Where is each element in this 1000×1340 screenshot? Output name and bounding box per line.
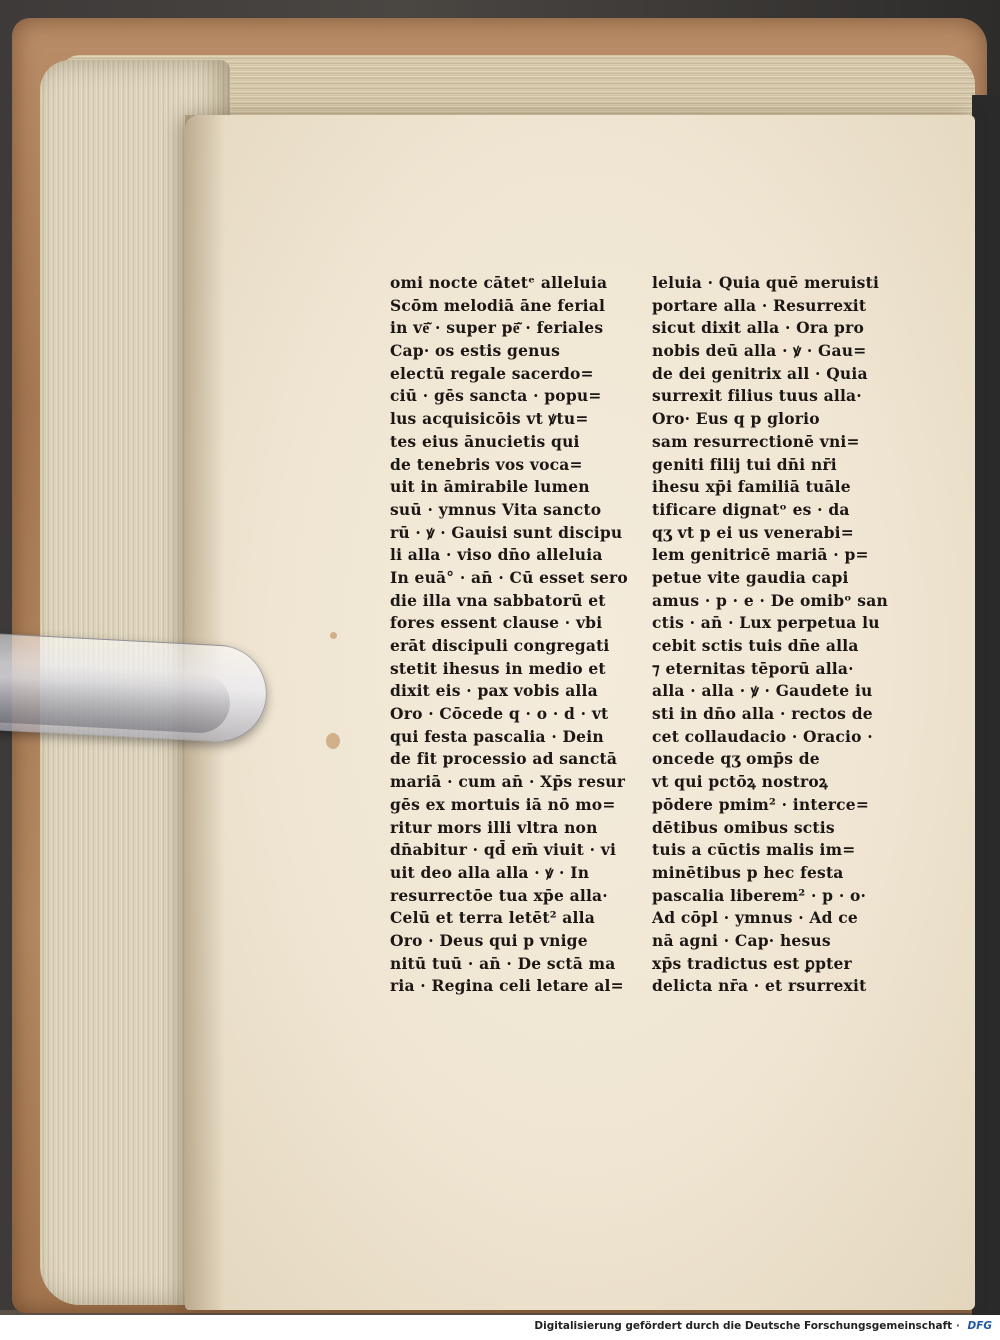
text-line: tificare dignatᵒ es · da: [652, 499, 850, 519]
text-line: lem genitricē mariā · p=: [652, 545, 869, 565]
text-column-left: [390, 272, 628, 998]
text-line: rū · ꝟ · Gauisi sunt discipu: [390, 522, 623, 542]
text-line: Celū et terra letēt² alla: [390, 908, 595, 928]
text-line: xp̄s tradictus est ꝑpter: [652, 953, 852, 973]
text-line: delicta nr̄a · et rsurrexit: [652, 976, 867, 996]
text-line: cebit sctis tuis dn̄e alla: [652, 636, 859, 655]
text-line: pōdere pmim² · interce=: [652, 794, 870, 814]
text-line: nitū tuū · an̄ · De sctā ma: [390, 953, 616, 973]
funding-credit: [534, 1320, 992, 1332]
text-line: stetit ihesus in medio et: [390, 658, 606, 678]
glass-pointer-shade: [0, 661, 231, 734]
text-line: tuis a cūctis malis im=: [652, 840, 856, 860]
text-line: pascalia liberem² · p · o·: [652, 885, 867, 905]
text-line: Oro · Deus qui p vnige: [390, 930, 588, 950]
text-line: ciū · gēs sancta · popu=: [390, 386, 602, 406]
text-line: de tenebris vos voca=: [390, 454, 583, 474]
text-line: dn̄abitur · qd̄ em̄ viuit · vi: [390, 840, 617, 860]
text-column-right: [652, 272, 888, 998]
text-line: oncede qʒ omp̄s de: [652, 749, 820, 769]
text-line: Scōm melodiā āne ferial: [390, 295, 606, 315]
text-line: ctis · an̄ · Lux perpetua lu: [652, 613, 880, 633]
text-line: nā agni · Cap· hesus: [652, 930, 831, 950]
text-line: leluia · Quia quē meruisti: [652, 273, 880, 292]
right-edge-shadow: [972, 95, 1000, 1315]
text-line: lus acquisicōis vt ꝟtu=: [390, 409, 589, 429]
text-line: Ad cōpl · ymnus · Ad ce: [652, 908, 858, 928]
text-line: surrexit filius tuus alla·: [652, 386, 862, 406]
text-line: geniti filij tui dn̄i nr̄i: [652, 454, 837, 474]
text-line: portare alla · Resurrexit: [652, 295, 867, 315]
funding-credit-text: Digitalisierung gefördert durch die Deutsche Forschungsgemeinschaft: [534, 1320, 953, 1332]
text-line: erāt discipuli congregati: [390, 636, 610, 655]
text-line: sti in dn̄o alla · rectos de: [652, 704, 873, 724]
foxing-stain: [330, 632, 337, 639]
text-line: dētibus omibus sctis: [652, 817, 835, 837]
text-line: Oro · Cōcede q · o · d · vt: [390, 704, 609, 724]
text-line: petue vite gaudia capi: [652, 567, 849, 587]
text-line: de dei genitrix all · Quia: [652, 363, 868, 383]
text-line: cet collaudacio · Oracio ·: [652, 726, 873, 746]
text-line: dixit eis · pax vobis alla: [390, 681, 598, 701]
foxing-stain: [326, 733, 340, 749]
text-line: qui festa pascalia · Dein: [390, 726, 604, 746]
text-line: Oro· Eus q p glorio: [652, 409, 820, 429]
text-line: gēs ex mortuis iā nō mo=: [390, 794, 616, 814]
text-line: amus · p · e · De omibᵒ san: [652, 590, 888, 610]
text-line: electū regale sacerdo=: [390, 363, 594, 383]
text-line: ritur mors illi vltra non: [390, 817, 598, 837]
text-line: ⁊ eternitas tēporū alla·: [652, 658, 854, 678]
credit-separator: ·: [955, 1320, 960, 1332]
text-line: In euā° · an̄ · Cū esset sero: [390, 567, 628, 587]
text-line: alla · alla · ꝟ · Gaudete iu: [652, 681, 873, 701]
text-line: fores essent clause · vbi: [390, 613, 603, 633]
text-line: omi nocte cātetᵉ alleluia: [390, 273, 608, 292]
text-line: sam resurrectionē vni=: [652, 431, 860, 451]
text-line: mariā · cum an̄ · Xp̄s resur: [390, 772, 626, 792]
text-line: qʒ vt p ei us venerabi=: [652, 522, 854, 542]
text-line: die illa vna sabbatorū et: [390, 590, 606, 610]
text-line: uit deo alla alla · ꝟ · In: [390, 862, 590, 882]
text-line: ria · Regina celi letare al=: [390, 976, 624, 996]
text-line: minētibus p hec festa: [652, 862, 844, 882]
text-line: tes eius ānucietis qui: [390, 431, 580, 451]
dfg-logo: DFG: [967, 1320, 992, 1332]
text-line: uit in āmirabile lumen: [390, 477, 590, 497]
text-line: Cap· os estis genus: [390, 341, 560, 361]
text-line: in vē͂ · super pē͂ · feriales: [390, 318, 604, 338]
text-line: nobis deū alla · ꝟ · Gau=: [652, 341, 867, 361]
text-line: ihesu xp̄i familiā tuāle: [652, 477, 851, 497]
text-line: de fit processio ad sanctā: [390, 749, 618, 769]
text-line: resurrectōe tua xp̄e alla·: [390, 885, 608, 905]
text-line: sicut dixit alla · Ora pro: [652, 318, 864, 338]
text-line: li alla · viso dn̄o alleluia: [390, 545, 603, 565]
text-line: vt qui pctōꝝ nostroꝝ: [652, 772, 829, 792]
text-line: suū · ymnus Vita sancto: [390, 499, 602, 519]
